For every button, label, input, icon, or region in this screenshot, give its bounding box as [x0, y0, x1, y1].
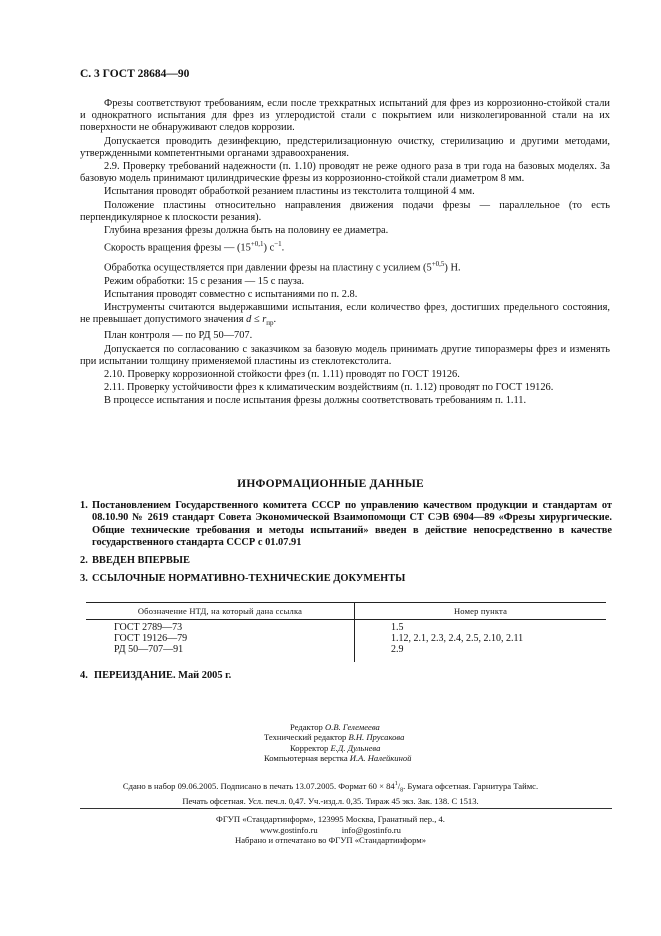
info-item	[80, 555, 612, 567]
staff-role: Корректор	[290, 742, 329, 753]
table-cell-items	[355, 620, 607, 663]
info-item-text: ПЕРЕИЗДАНИЕ. Май 2005 г.	[94, 670, 232, 681]
paragraph: 2.11. Проверку устойчивости фрез к климатическим воздействиям (п. 1.12) проводят по ГОСТ 19126.	[104, 382, 554, 394]
tools-paragraph	[80, 302, 610, 329]
info-item-number: 3.	[80, 573, 88, 585]
info-item-text: ВВЕДЕН ВПЕРВЫЕ	[92, 555, 190, 567]
tools-end: .	[273, 314, 277, 326]
speed-end: .	[281, 242, 285, 254]
publisher-address: ФГУП «Стандартинформ», 123995 Москва, Гранатный пер., 4.	[216, 814, 445, 824]
page-header: С. 3 ГОСТ 28684—90	[80, 68, 190, 80]
publisher-printer: Набрано и отпечатано во ФГУП «Стандартинформ»	[235, 835, 426, 846]
info-title: ИНФОРМАЦИОННЫЕ ДАННЫЕ	[237, 478, 424, 490]
speed-unit: ) с	[263, 242, 275, 254]
pressure-unit: ) Н.	[444, 262, 461, 274]
paragraph: Положение пластины относительно направления движения подачи фрезы — параллельное (то есть перпендикулярное к плоскости резания).	[80, 199, 610, 223]
table-row	[86, 620, 606, 663]
print-text: . Бумага офсетная. Гарнитура Таймс.	[403, 780, 539, 791]
staff-role: Технический редактор	[264, 732, 347, 743]
body-text	[80, 98, 610, 409]
paragraph: Допускается по согласованию с заказчиком за базовую модель принимать другие типоразмеры фрез и изменять при испытании толщину применяемой пластины из стеклотекстолита.	[80, 343, 610, 367]
pressure-paragraph	[80, 258, 610, 275]
info-item-number: 2.	[80, 555, 88, 567]
publisher-contacts	[0, 825, 661, 836]
paragraph: Фрезы соответствуют требованиям, если после трехкратных испытаний для фрез из коррозионно-стойкой стали и однократного испытания для фрез из углеродистой стали с покрытием или низколегированной стали на их поверхности не обнаруживают следов коррозии.	[80, 98, 610, 134]
staff-role: Компьютерная верстка	[264, 753, 348, 764]
table-header-cell: Номер пункта	[355, 603, 607, 620]
print-line	[0, 779, 661, 796]
info-item-text: ССЫЛОЧНЫЕ НОРМАТИВНО-ТЕХНИЧЕСКИЕ ДОКУМЕНТЫ	[92, 573, 406, 585]
item-numbers: 2.9	[391, 644, 404, 655]
format-numerator: 1	[394, 781, 398, 787]
staff-credits	[264, 722, 411, 764]
paragraph: План контроля — по РД 50—707.	[104, 330, 253, 342]
staff-line	[264, 753, 411, 763]
print-line: Печать офсетная. Усл. печ.л. 0,47. Уч.-изд.л. 0,35. Тираж 45 экз. Зак. 138. С 1513.	[182, 796, 479, 807]
speed-text: Скорость вращения фрезы — (15	[104, 242, 251, 254]
print-info	[0, 779, 661, 807]
paragraph: Режим обработки: 15 с резания — 15 с пауза.	[104, 275, 305, 287]
format-slash: /	[397, 780, 401, 791]
paragraph: Испытания проводят совместно с испытаниями по п. 2.8.	[104, 288, 358, 300]
doc-designation: РД 50—707—91	[114, 644, 184, 655]
info-item-number: 1.	[80, 500, 88, 511]
info-item-text: Постановлением Государственного комитета СССР по управлению качеством продукции и стандартам от 08.10.90 № 2619 стандарт Совета Экономической Взаимопомощи СТ СЭВ 6904—89 «Фрезы хирургические. Общие технические требования и методы испытаний» введен в действие непосредственно в качестве государственного стандарта СССР с 01.07.91	[92, 500, 612, 548]
tools-formula-sub: пр	[266, 319, 274, 328]
staff-line	[264, 722, 411, 732]
paragraph: 2.9. Проверку требований надежности (п. 1.10) проводят не реже одного раза в три года на базовых моделях. За базовую модель принимают цилиндрические фрезы из коррозионно-стойкой стали диаметром 8 мм.	[80, 161, 610, 185]
staff-name: Е.Д. Дульнева	[330, 742, 381, 753]
speed-tolerance: +0,1	[250, 240, 264, 249]
format-denominator: 8	[400, 787, 404, 794]
print-text: Сдано в набор 09.06.2005. Подписано в печать 13.07.2005. Формат 60 × 84	[122, 780, 395, 791]
staff-line	[264, 732, 411, 742]
doc-designation: ГОСТ 19126—79	[114, 633, 188, 644]
speed-unit-power: −1	[274, 240, 282, 249]
staff-name: В.Н. Прусакова	[348, 732, 405, 743]
publisher-email: info@gostinfo.ru	[341, 824, 401, 835]
table-header-cell: Обозначение НТД, на который дана ссылка	[86, 603, 355, 620]
info-item-number: 4.	[80, 670, 88, 681]
publisher-website: www.gostinfo.ru	[260, 824, 318, 835]
staff-name: И.А. Налейкиной	[349, 753, 412, 764]
table-cell-docs	[86, 620, 355, 663]
staff-name: О.В. Гелемеева	[325, 722, 380, 732]
paragraph: Допускается проводить дезинфекцию, предстерилизационную очистку, стерилизацию и другими методами, утвержденными компетентными органами здравоохранения.	[80, 135, 610, 159]
item-numbers: 1.5	[391, 622, 404, 633]
table-header-row	[86, 603, 606, 620]
pressure-text: Обработка осуществляется при давлении фрезы на пластину с усилием (5	[104, 262, 432, 274]
paragraph: Испытания проводят обработкой резанием пластины из текстолита толщиной 4 мм.	[104, 186, 475, 198]
paragraph: В процессе испытания и после испытания фрезы должны соответствовать требованиям п. 1.11.	[104, 395, 527, 407]
info-item-reissue	[80, 670, 231, 681]
item-numbers: 1.12, 2.1, 2.3, 2.4, 2.5, 2.10, 2.11	[391, 633, 524, 644]
doc-designation: ГОСТ 2789—73	[114, 622, 183, 633]
pressure-tolerance: +0,5	[431, 259, 445, 268]
info-item	[80, 573, 612, 585]
tools-formula: d ≤ r	[246, 314, 267, 326]
staff-role: Редактор	[290, 722, 323, 732]
speed-paragraph	[80, 238, 610, 255]
divider	[80, 808, 612, 809]
info-item	[80, 500, 612, 549]
publisher-info	[0, 814, 661, 846]
paragraph: 2.10. Проверку коррозионной стойкости фрез (п. 1.11) проводят по ГОСТ 19126.	[104, 369, 460, 381]
tools-text: Инструменты считаются выдержавшими испытания, если количество фрез, достигших предельного состояния, не превышает допустимого значения	[80, 301, 610, 326]
reference-table	[86, 602, 606, 662]
info-section	[80, 500, 612, 592]
paragraph: Глубина врезания фрезы должна быть на половину ее диаметра.	[104, 225, 389, 237]
staff-line	[264, 743, 411, 753]
